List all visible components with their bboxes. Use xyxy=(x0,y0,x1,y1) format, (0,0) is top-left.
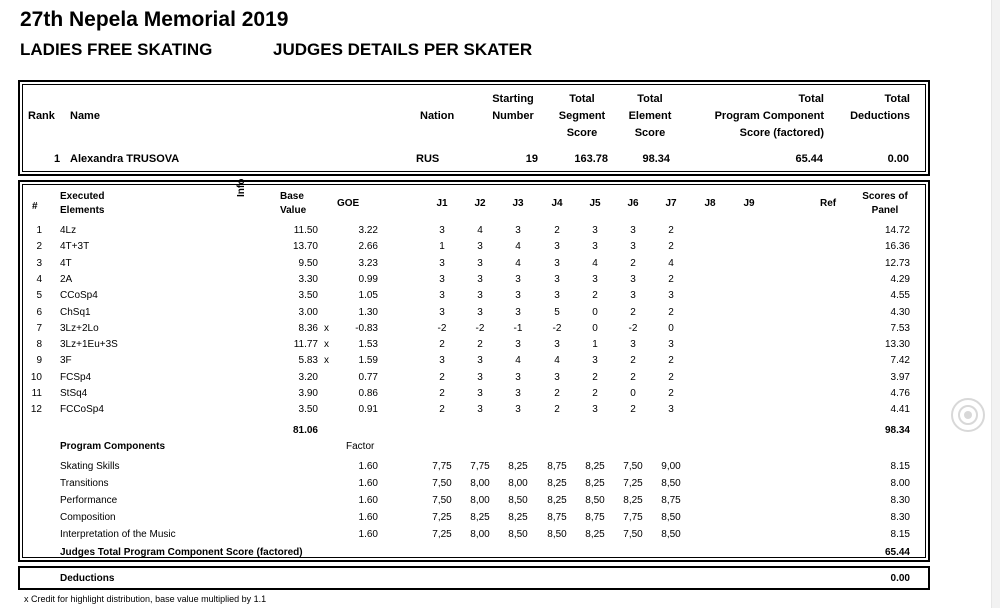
element-judge-score: 4 xyxy=(592,257,598,269)
element-judge-score: 3 xyxy=(515,225,521,236)
component-factor: 1.60 xyxy=(358,512,378,523)
header-rank: Rank xyxy=(28,110,55,122)
header-j1: J1 xyxy=(436,198,448,209)
component-judge-score: 8,50 xyxy=(547,529,567,540)
element-judge-score: 3 xyxy=(515,388,521,399)
component-judge-score: 8,25 xyxy=(508,461,528,472)
element-number: 3 xyxy=(36,257,42,269)
header-starting-1: Starting xyxy=(492,93,534,105)
element-judge-score: -2 xyxy=(628,322,638,334)
element-judge-score: 3 xyxy=(515,306,521,318)
element-judge-score: 2 xyxy=(668,306,674,318)
element-judge-score: 3 xyxy=(477,404,483,416)
element-number: 2 xyxy=(36,241,42,253)
component-judge-score: 8,00 xyxy=(470,529,490,540)
element-code: 3F xyxy=(60,355,72,367)
element-judge-score: 3 xyxy=(554,290,560,302)
program-components-header: Program Components xyxy=(60,441,166,452)
header-j6: J6 xyxy=(627,198,639,209)
element-panel-score: 4.30 xyxy=(890,306,910,318)
header-ded-2: Deductions xyxy=(850,110,910,122)
element-judge-score: 1 xyxy=(592,339,598,351)
header-tss-3: Score xyxy=(566,127,598,139)
element-judge-score: 2 xyxy=(554,388,560,399)
element-judge-score: 2 xyxy=(439,371,445,383)
element-judge-score: 3 xyxy=(592,273,598,285)
element-base-value: 11.77 xyxy=(293,339,318,351)
element-judge-score: 0 xyxy=(668,322,674,334)
header-tes-3: Score xyxy=(634,127,666,139)
component-judge-score: 8,50 xyxy=(661,529,681,540)
element-judge-score: 3 xyxy=(554,257,560,269)
component-judge-score: 8,25 xyxy=(508,512,528,523)
header-base-2: Value xyxy=(280,205,307,216)
element-judge-score: 3 xyxy=(630,290,636,302)
element-judge-score: 0 xyxy=(592,322,598,334)
element-judge-score: 3 xyxy=(439,306,445,318)
element-judge-score: 2 xyxy=(630,404,636,416)
component-judge-score: 8,25 xyxy=(470,512,490,523)
element-code: ChSq1 xyxy=(60,306,91,318)
element-judge-score: -2 xyxy=(437,322,447,334)
element-base-value: 13.70 xyxy=(292,241,318,253)
element-judge-score: 3 xyxy=(592,241,598,253)
element-judge-score: 3 xyxy=(515,290,521,302)
header-base-1: Base xyxy=(280,191,304,202)
element-panel-score: 4.29 xyxy=(890,273,910,285)
header-tes-1: Total xyxy=(637,93,663,105)
component-name: Interpretation of the Music xyxy=(60,529,176,540)
header-panel-1: Scores of xyxy=(862,191,908,202)
element-judge-score: 3 xyxy=(630,241,636,253)
element-base-value: 3.00 xyxy=(298,306,318,318)
deductions-value: 0.00 xyxy=(890,573,910,584)
element-code: CCoSp4 xyxy=(60,290,98,302)
header-j4: J4 xyxy=(551,198,563,209)
element-goe: 0.99 xyxy=(358,273,378,285)
element-judge-score: 3 xyxy=(515,339,521,351)
component-judge-score: 8,00 xyxy=(508,478,528,489)
footnote: x Credit for highlight distribution, base value multiplied by 1.1 xyxy=(24,594,267,604)
element-judge-score: 3 xyxy=(630,339,636,351)
component-factor: 1.60 xyxy=(358,495,378,506)
element-judge-score: 4 xyxy=(477,225,483,236)
header-panel-2: Panel xyxy=(871,205,899,216)
pcs-total: 65.44 xyxy=(884,547,910,558)
component-judge-score: 8,25 xyxy=(623,495,643,506)
element-judge-score: 2 xyxy=(592,290,598,302)
header-tss-1: Total xyxy=(569,93,595,105)
header-pcs-3: Score (factored) xyxy=(739,127,824,139)
component-judge-score: 7,50 xyxy=(432,478,452,489)
element-judge-score: 2 xyxy=(668,355,674,367)
element-judge-score: 0 xyxy=(630,388,636,399)
skater-name: Alexandra TRUSOVA xyxy=(70,153,180,165)
header-goe: GOE xyxy=(337,198,360,209)
skater-start: 19 xyxy=(525,153,538,165)
element-judge-score: 3 xyxy=(554,339,560,351)
element-judge-score: 3 xyxy=(439,257,445,269)
element-judge-score: 2 xyxy=(554,404,560,416)
element-judge-score: 2 xyxy=(477,339,483,351)
component-judge-score: 8,00 xyxy=(470,478,490,489)
element-judge-score: 3 xyxy=(439,273,445,285)
element-judge-score: 2 xyxy=(592,371,598,383)
element-judge-score: 3 xyxy=(477,290,483,302)
element-code: FCCoSp4 xyxy=(60,404,104,416)
component-score: 8.30 xyxy=(890,512,910,523)
element-judge-score: 3 xyxy=(554,273,560,285)
element-bonus-mark: x xyxy=(324,322,329,334)
element-base-value: 3.50 xyxy=(298,290,318,302)
element-bonus-mark: x xyxy=(324,355,329,367)
component-judge-score: 8,75 xyxy=(661,495,681,506)
element-number: 8 xyxy=(36,339,42,351)
element-base-value: 3.50 xyxy=(298,404,318,416)
header-num: # xyxy=(32,201,38,212)
component-score: 8.00 xyxy=(890,478,910,489)
element-judge-score: 3 xyxy=(439,355,445,367)
element-panel-score: 4.55 xyxy=(890,290,910,302)
element-goe: 1.53 xyxy=(358,339,378,351)
scroll-target-icon[interactable] xyxy=(951,398,985,432)
component-judge-score: 7,75 xyxy=(432,461,452,472)
element-judge-score: 3 xyxy=(515,404,521,416)
component-name: Composition xyxy=(60,512,116,523)
element-judge-score: 3 xyxy=(554,371,560,383)
element-judge-score: 3 xyxy=(630,273,636,285)
skater-deductions: 0.00 xyxy=(887,153,909,165)
element-number: 11 xyxy=(31,388,42,399)
element-code: 4Lz xyxy=(60,225,77,236)
element-panel-score: 13.30 xyxy=(884,339,910,351)
element-code: 4T+3T xyxy=(60,241,90,253)
element-judge-score: 4 xyxy=(515,355,521,367)
element-judge-score: 2 xyxy=(630,371,636,383)
component-judge-score: 7,25 xyxy=(432,512,452,523)
element-number: 12 xyxy=(30,404,42,416)
element-code: 3Lz+2Lo xyxy=(60,322,99,334)
element-judge-score: 1 xyxy=(439,241,445,253)
element-bonus-mark: x xyxy=(324,339,329,351)
element-judge-score: 3 xyxy=(477,355,483,367)
header-pcs-2: Program Component xyxy=(714,110,824,122)
header-tes-2: Element xyxy=(628,110,672,122)
element-number: 1 xyxy=(36,225,42,236)
component-judge-score: 9,00 xyxy=(661,461,681,472)
element-code: 4T xyxy=(60,257,72,269)
element-base-value: 9.50 xyxy=(298,257,318,269)
component-score: 8.30 xyxy=(890,495,910,506)
header-pcs-1: Total xyxy=(798,93,824,105)
element-number: 5 xyxy=(36,290,42,302)
element-judge-score: 3 xyxy=(477,273,483,285)
component-judge-score: 7,75 xyxy=(470,461,490,472)
element-base-value: 3.90 xyxy=(298,388,318,399)
component-judge-score: 7,50 xyxy=(623,461,643,472)
element-judge-score: 2 xyxy=(630,306,636,318)
component-judge-score: 7,25 xyxy=(432,529,452,540)
component-judge-score: 8,75 xyxy=(547,461,567,472)
header-ded-1: Total xyxy=(884,93,910,105)
element-base-value: 11.50 xyxy=(293,225,318,236)
element-base-value: 8.36 xyxy=(298,322,318,334)
element-judge-score: 2 xyxy=(439,388,445,399)
component-judge-score: 8,25 xyxy=(547,495,567,506)
component-judge-score: 8,25 xyxy=(585,478,605,489)
element-judge-score: 2 xyxy=(439,339,445,351)
element-goe: 1.30 xyxy=(358,306,378,318)
element-panel-score: 7.53 xyxy=(890,322,910,334)
segment-title: LADIES FREE SKATING xyxy=(20,40,213,59)
element-judge-score: 2 xyxy=(668,241,674,253)
component-judge-score: 7,50 xyxy=(623,529,643,540)
header-info: Info xyxy=(236,178,247,197)
header-j7: J7 xyxy=(665,198,677,209)
element-judge-score: 5 xyxy=(554,306,560,318)
header-starting-2: Number xyxy=(492,110,534,122)
element-judge-score: 4 xyxy=(515,241,521,253)
element-judge-score: 3 xyxy=(668,290,674,302)
header-j8: J8 xyxy=(704,198,716,209)
skater-tss: 163.78 xyxy=(574,153,608,165)
skater-tes: 98.34 xyxy=(642,153,670,165)
element-judge-score: 3 xyxy=(439,290,445,302)
element-number: 7 xyxy=(36,322,42,334)
element-number: 10 xyxy=(30,371,42,383)
element-panel-score: 4.76 xyxy=(890,388,910,399)
base-value-total: 81.06 xyxy=(292,425,318,436)
element-base-value: 3.30 xyxy=(298,273,318,285)
skater-pcs: 65.44 xyxy=(795,153,823,165)
element-goe: 1.05 xyxy=(358,290,378,302)
component-name: Performance xyxy=(60,495,118,506)
header-executed-2: Elements xyxy=(60,205,105,216)
tes-total: 98.34 xyxy=(884,425,910,436)
element-panel-score: 7.42 xyxy=(890,355,910,367)
element-judge-score: 2 xyxy=(630,257,636,269)
element-judge-score: 3 xyxy=(630,225,636,236)
skater-nation: RUS xyxy=(416,153,440,165)
header-j9: J9 xyxy=(743,198,755,209)
element-judge-score: 4 xyxy=(515,257,521,269)
element-panel-score: 14.72 xyxy=(884,225,910,236)
element-code: StSq4 xyxy=(60,388,88,399)
header-j5: J5 xyxy=(589,198,601,209)
header-tss-2: Segment xyxy=(558,110,606,122)
element-base-value: 5.83 xyxy=(298,355,318,367)
element-judge-score: 3 xyxy=(477,306,483,318)
element-goe: -0.83 xyxy=(355,322,378,334)
element-goe: 3.23 xyxy=(358,257,378,269)
header-nation: Nation xyxy=(420,110,455,122)
component-name: Transitions xyxy=(60,478,109,489)
element-judge-score: 3 xyxy=(592,225,598,236)
element-goe: 0.86 xyxy=(358,388,378,399)
element-judge-score: 2 xyxy=(668,225,674,236)
report-title: JUDGES DETAILS PER SKATER xyxy=(273,40,533,59)
element-judge-score: -1 xyxy=(513,322,523,334)
element-goe: 0.77 xyxy=(358,371,378,383)
element-judge-score: 2 xyxy=(439,404,445,416)
scrollbar[interactable] xyxy=(991,0,1000,608)
header-j3: J3 xyxy=(512,198,524,209)
element-judge-score: 3 xyxy=(592,355,598,367)
component-judge-score: 7,50 xyxy=(432,495,452,506)
element-goe: 3.22 xyxy=(358,225,378,236)
component-factor: 1.60 xyxy=(358,461,378,472)
element-goe: 0.91 xyxy=(358,404,378,416)
component-judge-score: 8,25 xyxy=(547,478,567,489)
factor-header: Factor xyxy=(346,441,375,452)
element-base-value: 3.20 xyxy=(298,371,318,383)
element-judge-score: 3 xyxy=(477,371,483,383)
header-name: Name xyxy=(70,110,100,122)
element-judge-score: 3 xyxy=(668,339,674,351)
component-judge-score: 8,50 xyxy=(508,495,528,506)
component-factor: 1.60 xyxy=(358,478,378,489)
component-score: 8.15 xyxy=(890,529,910,540)
element-goe: 1.59 xyxy=(358,355,378,367)
component-judge-score: 8,50 xyxy=(661,478,681,489)
component-judge-score: 8,75 xyxy=(585,512,605,523)
element-judge-score: 2 xyxy=(630,355,636,367)
element-judge-score: 4 xyxy=(668,257,674,269)
element-goe: 2.66 xyxy=(358,241,378,253)
element-judge-score: 3 xyxy=(477,257,483,269)
skater-rank: 1 xyxy=(54,153,61,165)
component-score: 8.15 xyxy=(890,461,910,472)
element-panel-score: 3.97 xyxy=(890,371,910,383)
element-judge-score: 2 xyxy=(668,388,674,399)
element-judge-score: 2 xyxy=(554,225,560,236)
element-code: 2A xyxy=(60,273,73,285)
element-judge-score: -2 xyxy=(552,322,562,334)
component-judge-score: 8,25 xyxy=(585,461,605,472)
element-panel-score: 12.73 xyxy=(884,257,910,269)
element-judge-score: 2 xyxy=(668,273,674,285)
element-code: 3Lz+1Eu+3S xyxy=(60,339,118,351)
component-judge-score: 8,50 xyxy=(508,529,528,540)
element-number: 6 xyxy=(36,306,42,318)
deductions-label: Deductions xyxy=(60,573,115,584)
element-judge-score: 2 xyxy=(592,388,598,399)
element-code: FCSp4 xyxy=(60,371,92,383)
element-number: 4 xyxy=(36,273,42,285)
component-name: Skating Skills xyxy=(60,461,120,472)
element-judge-score: 3 xyxy=(477,241,483,253)
component-judge-score: 8,25 xyxy=(585,529,605,540)
pcs-total-label: Judges Total Program Component Score (factored) xyxy=(60,547,303,558)
element-judge-score: 3 xyxy=(439,225,445,236)
element-panel-score: 4.41 xyxy=(890,404,910,416)
element-judge-score: 2 xyxy=(668,371,674,383)
element-judge-score: 3 xyxy=(477,388,483,399)
component-factor: 1.60 xyxy=(358,529,378,540)
element-judge-score: -2 xyxy=(475,322,485,334)
component-judge-score: 8,00 xyxy=(470,495,490,506)
deductions-box xyxy=(18,566,930,590)
element-judge-score: 3 xyxy=(515,371,521,383)
element-judge-score: 3 xyxy=(554,241,560,253)
component-judge-score: 7,75 xyxy=(623,512,643,523)
element-panel-score: 16.36 xyxy=(884,241,910,253)
component-judge-score: 8,75 xyxy=(547,512,567,523)
component-judge-score: 8,50 xyxy=(585,495,605,506)
component-judge-score: 7,25 xyxy=(623,478,643,489)
component-judge-score: 8,50 xyxy=(661,512,681,523)
header-j2: J2 xyxy=(474,198,486,209)
event-title: 27th Nepela Memorial 2019 xyxy=(20,8,289,31)
element-number: 9 xyxy=(36,355,42,367)
element-judge-score: 0 xyxy=(592,306,598,318)
element-judge-score: 4 xyxy=(554,355,560,367)
header-ref: Ref xyxy=(820,198,837,209)
element-judge-score: 3 xyxy=(668,404,674,416)
element-judge-score: 3 xyxy=(515,273,521,285)
element-judge-score: 3 xyxy=(592,404,598,416)
header-executed-1: Executed xyxy=(60,191,105,202)
